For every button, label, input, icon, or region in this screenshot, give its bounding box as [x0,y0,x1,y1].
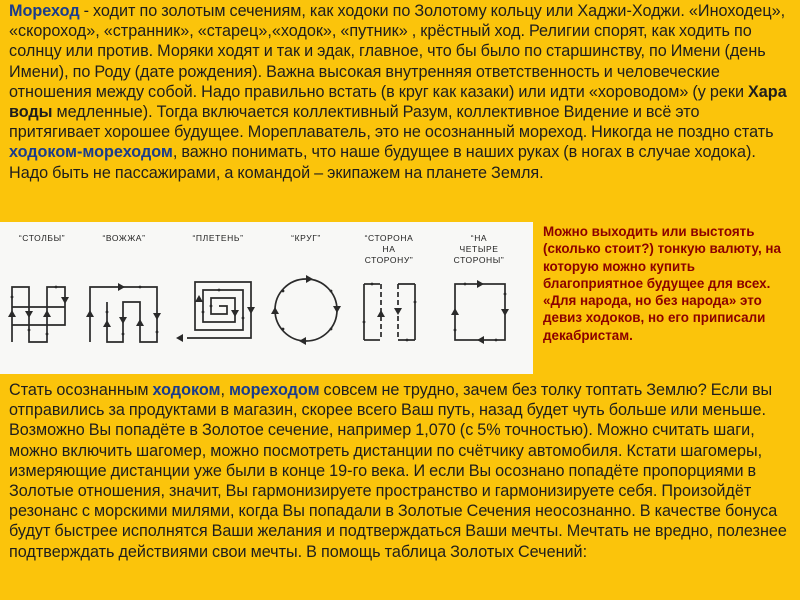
arrow-icon [477,280,484,288]
arrow-icon [25,311,33,318]
walking-patterns-diagram [0,222,533,374]
arrow-icon [119,317,127,324]
arrow-icon [306,275,313,283]
conscious-walker-text-block [0,374,800,600]
label-side-2: НА [382,244,396,254]
arrow-icon [247,307,255,314]
label-side-3: СТОРОНУ” [364,255,414,265]
circle-path [275,279,337,341]
arrow-icon [153,313,161,320]
arrow-icon [501,309,509,316]
arrow-icon [451,308,459,315]
label-wattle: “ПЛЕТЕНЬ” [192,233,244,243]
arrow-icon [231,310,239,317]
term-walker: ходоком [152,381,221,399]
intro-text-block [0,0,800,222]
arrow-icon [136,319,144,326]
bottom-comma: , [220,381,230,399]
arrow-icon [271,307,279,314]
pillars-path [12,287,65,342]
label-circle: “КРУГ” [291,233,321,243]
arrow-icon [176,334,183,342]
arrow-icon [333,306,341,313]
arrow-icon [61,297,69,304]
label-four-2: ЧЕТЫРЕ [459,244,499,254]
arrow-icon [8,310,16,317]
arrow-icon [195,295,203,302]
arrow-icon [103,320,111,327]
arrow-icon [299,337,306,345]
arrow-icon [377,310,385,317]
four-sides-square [455,284,505,340]
bottom-rest: совсем не трудно, зачем без толку топтать Землю? Если вы отправились за продуктами в магазин, скорее всего Ваш путь, назад будет чуть больше или меньше. Возможно Вы попадёте в Золотое сечение, например 1,070 (с 5% точностью). Можно считать шаги, можно включить шагомер, можно посмотреть дистанции по счётчику автомобиля. Кстати шагомеры, измеряющие дистанции уже были в конце 19-го века. И если Вы осознано попадёте пропорциями в Золотые отношения, значит, Вы гармонизируете пространство и гармонизируете себя. Произойдёт резонанс с морскими милями, когда Вы попадали в Золотые Сечения неосознанно. В качестве бонуса будут быстрее исполнятся Ваши желания и подтверждаться Ваши мечты. Мечтать не вредно, полезнее подтверждать действиями свои мечты. В помощь таблица Золотых Сечений: [9,381,787,561]
intro-text-end: , важно понимать, что наше будущее в наших руках (в ногах в случае ходока). Надо быть не пассажирами, а командой – экипажем на планете Земля. [9,143,756,182]
arrow-icon [43,310,51,317]
arrow-icon [394,308,402,315]
term-walker-sailor: ходоком-мореходом [9,143,173,162]
intro-text-mid: медленные). Тогда включается коллективный Разум, коллективное Видение и всё это притягивает хорошее будущее. Мореплаватель, это не осознанный мореход. Никогда не поздно стать [9,103,774,142]
label-four-1: “НА [470,233,488,243]
patterns-svg [0,222,533,374]
side-note: Можно выходить или выстоять (сколько стоит?) тонкую валюту, на которую можно купить благоприятное будущее для всех. «Для народа, но без народа» это девиз ходоков, но его приписали декабристам. [533,222,800,374]
label-rein: “ВОЖЖА” [102,233,146,243]
arrow-icon [86,310,94,317]
arrow-icon [477,336,484,344]
label-four-3: СТОРОНЫ” [453,255,505,265]
label-side-1: “СТОРОНА [364,233,414,243]
term-sailor: мореходом [229,381,320,399]
bottom-intro: Стать осознанным [9,381,153,399]
term-mariner: Мореход [9,2,80,20]
arrow-icon [118,283,125,291]
intro-text: - ходит по золотым сечениям, как ходоки по Золотому кольцу или Хаджи-Ходжи. «Иноходец», «скороход», «странник», «старец»,«ходок», «путник» , крёстный ход. Религии спорят, как ходить по солнцу или против. Моряки ходят и так и эдак, главное, что бы было по старшинству, по Имени (день Имени), по Роду (дате рождения). Важна высокая внутренняя ответственность и человеческие отношения между собой. Надо правильно встать (в круг как казаки) или идти «хороводом» (у реки [9,2,786,101]
river-name: Хара воды [9,82,787,122]
label-pillars: “СТОЛБЫ” [18,233,66,243]
